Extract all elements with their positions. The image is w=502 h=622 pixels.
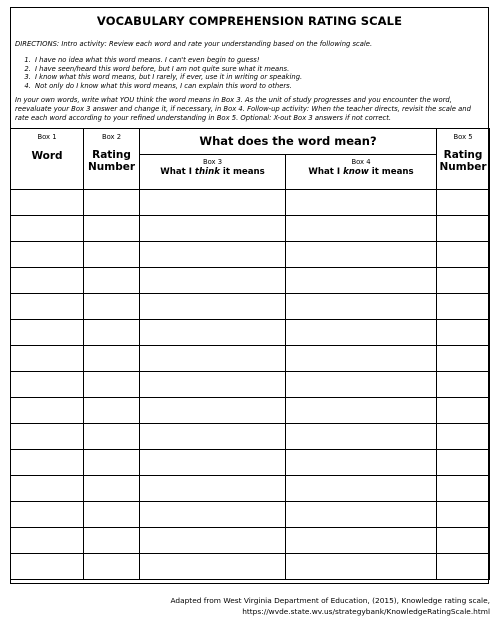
word-cell[interactable]	[11, 346, 84, 372]
rating-heading-box5-line2: Number	[439, 161, 487, 173]
word-cell[interactable]	[11, 528, 84, 554]
think-cell[interactable]	[140, 554, 286, 580]
rating-cell[interactable]	[84, 268, 140, 294]
box3-label: Box 3	[202, 158, 223, 167]
rating-heading-line2: Number	[87, 161, 136, 173]
worksheet-title: VOCABULARY COMPREHENSION RATING SCALE	[96, 14, 403, 28]
rating-cell[interactable]	[84, 242, 140, 268]
know-cell[interactable]	[286, 216, 437, 242]
table-row	[11, 476, 490, 502]
box2-label: Box 2	[101, 133, 122, 141]
meaning-question: What does the word mean?	[199, 134, 377, 148]
know-cell[interactable]	[286, 294, 437, 320]
word-cell[interactable]	[11, 398, 84, 424]
table-row	[11, 528, 490, 554]
know-cell[interactable]	[286, 372, 437, 398]
think-cell[interactable]	[140, 398, 286, 424]
scale-item-2: 2. I have seen/heard this word before, but I am not quite sure what it means.	[33, 65, 488, 74]
table-row	[11, 424, 490, 450]
know-cell[interactable]	[286, 242, 437, 268]
word-cell[interactable]	[11, 476, 84, 502]
word-cell[interactable]	[11, 554, 84, 580]
final-rating-cell[interactable]	[437, 346, 490, 372]
think-cell[interactable]	[140, 320, 286, 346]
know-cell[interactable]	[286, 346, 437, 372]
citation-line-1: Adapted from West Virginia Department of Education, (2015), Knowledge rating scale,	[170, 596, 490, 605]
box1-label: Box 1	[37, 133, 57, 141]
rating-cell[interactable]	[84, 216, 140, 242]
table-row	[11, 268, 490, 294]
word-cell[interactable]	[11, 190, 84, 216]
box4-header	[286, 155, 437, 190]
table-row	[11, 320, 490, 346]
think-heading-emphasis: think	[194, 167, 220, 178]
think-cell[interactable]	[140, 502, 286, 528]
final-rating-cell[interactable]	[437, 294, 490, 320]
word-cell[interactable]	[11, 450, 84, 476]
table-row	[11, 502, 490, 528]
box4-label: Box 4	[351, 158, 371, 167]
box5-label: Box 5	[453, 133, 473, 141]
rating-cell[interactable]	[84, 502, 140, 528]
scale-item-1: 1. I have no idea what this word means. I can't even begin to guess!	[33, 56, 488, 65]
word-cell[interactable]	[11, 268, 84, 294]
table-row	[11, 242, 490, 268]
know-cell[interactable]	[286, 190, 437, 216]
know-cell[interactable]	[286, 528, 437, 554]
rating-cell[interactable]	[84, 190, 140, 216]
think-cell[interactable]	[140, 190, 286, 216]
word-cell[interactable]	[11, 502, 84, 528]
rating-cell[interactable]	[84, 476, 140, 502]
word-cell[interactable]	[11, 372, 84, 398]
citation-line-2: https://wvde.state.wv.us/strategybank/KnowledgeRatingScale.html	[242, 607, 490, 616]
table-row	[11, 450, 490, 476]
box1-header	[11, 129, 84, 190]
think-heading-pre: What I	[160, 167, 195, 178]
think-cell[interactable]	[140, 216, 286, 242]
rating-cell[interactable]	[84, 528, 140, 554]
think-heading	[140, 167, 285, 177]
table-row	[11, 554, 490, 580]
directions-text: DIRECTIONS: Intro activity: Review each word and rate your understanding based on the following scale.	[15, 40, 373, 48]
know-cell[interactable]	[286, 320, 437, 346]
know-heading-post: it means	[368, 167, 414, 178]
rating-table	[10, 128, 490, 580]
know-heading-emphasis: know	[343, 167, 369, 178]
table-row	[11, 190, 490, 216]
know-cell[interactable]	[286, 268, 437, 294]
worksheet	[10, 7, 489, 584]
think-cell[interactable]	[140, 268, 286, 294]
rating-scale-list	[11, 56, 488, 90]
meaning-header	[140, 129, 437, 155]
word-column-heading: Word	[31, 150, 63, 162]
rating-cell[interactable]	[84, 424, 140, 450]
final-rating-cell[interactable]	[437, 242, 490, 268]
final-rating-cell[interactable]	[437, 268, 490, 294]
final-rating-cell[interactable]	[437, 476, 490, 502]
word-cell[interactable]	[11, 294, 84, 320]
think-cell[interactable]	[140, 450, 286, 476]
rating-cell[interactable]	[84, 554, 140, 580]
rating-cell[interactable]	[84, 346, 140, 372]
table-row	[11, 294, 490, 320]
rating-cell[interactable]	[84, 320, 140, 346]
word-cell[interactable]	[11, 320, 84, 346]
know-cell[interactable]	[286, 450, 437, 476]
final-rating-cell[interactable]	[437, 502, 490, 528]
final-rating-cell[interactable]	[437, 190, 490, 216]
think-cell[interactable]	[140, 528, 286, 554]
final-rating-cell[interactable]	[437, 372, 490, 398]
think-heading-post: it means	[219, 167, 265, 178]
think-cell[interactable]	[140, 294, 286, 320]
know-heading	[286, 167, 436, 177]
rating-heading-line1: Rating	[92, 149, 131, 161]
final-rating-cell[interactable]	[437, 216, 490, 242]
think-cell[interactable]	[140, 476, 286, 502]
think-cell[interactable]	[140, 346, 286, 372]
think-cell[interactable]	[140, 372, 286, 398]
know-cell[interactable]	[286, 398, 437, 424]
table-row	[11, 216, 490, 242]
think-cell[interactable]	[140, 424, 286, 450]
final-rating-cell[interactable]	[437, 528, 490, 554]
know-cell[interactable]	[286, 502, 437, 528]
rating-cell[interactable]	[84, 294, 140, 320]
rating-cell[interactable]	[84, 450, 140, 476]
know-heading-pre: What I	[308, 167, 344, 178]
know-cell[interactable]	[286, 476, 437, 502]
think-cell[interactable]	[140, 242, 286, 268]
know-cell[interactable]	[286, 554, 437, 580]
rating-cell[interactable]	[84, 398, 140, 424]
table-row	[11, 346, 490, 372]
scale-item-3: 3. I know what this word means, but I rarely, if ever, use it in writing or speaking.	[33, 73, 488, 82]
box3-header	[140, 155, 286, 190]
final-rating-cell[interactable]	[437, 450, 490, 476]
citation-footer	[170, 595, 490, 617]
word-cell[interactable]	[11, 216, 84, 242]
box5-header	[437, 129, 490, 190]
word-cell[interactable]	[11, 242, 84, 268]
box2-header	[84, 129, 140, 190]
word-cell[interactable]	[11, 424, 84, 450]
final-rating-cell[interactable]	[437, 424, 490, 450]
scale-item-4: 4. Not only do I know what this word means, I can explain this word to others.	[33, 82, 488, 91]
rating-cell[interactable]	[84, 372, 140, 398]
table-body	[11, 190, 490, 580]
table-row	[11, 372, 490, 398]
instructions-text: In your own words, write what YOU think the word means in Box 3. As the unit of study progresses and you encounter the word, reevaluate your Box 3 answer and change it, if necessary, in Box 4. Follow-up activity: When the teacher directs, revisit the scale and rate each word according to your refined understanding in Box 5. Optional: X-out Box 3 answers if not correct.	[15, 96, 471, 122]
final-rating-cell[interactable]	[437, 554, 490, 580]
final-rating-cell[interactable]	[437, 320, 490, 346]
final-rating-cell[interactable]	[437, 398, 490, 424]
table-row	[11, 398, 490, 424]
know-cell[interactable]	[286, 424, 437, 450]
rating-heading-box5-line1: Rating	[443, 149, 483, 161]
